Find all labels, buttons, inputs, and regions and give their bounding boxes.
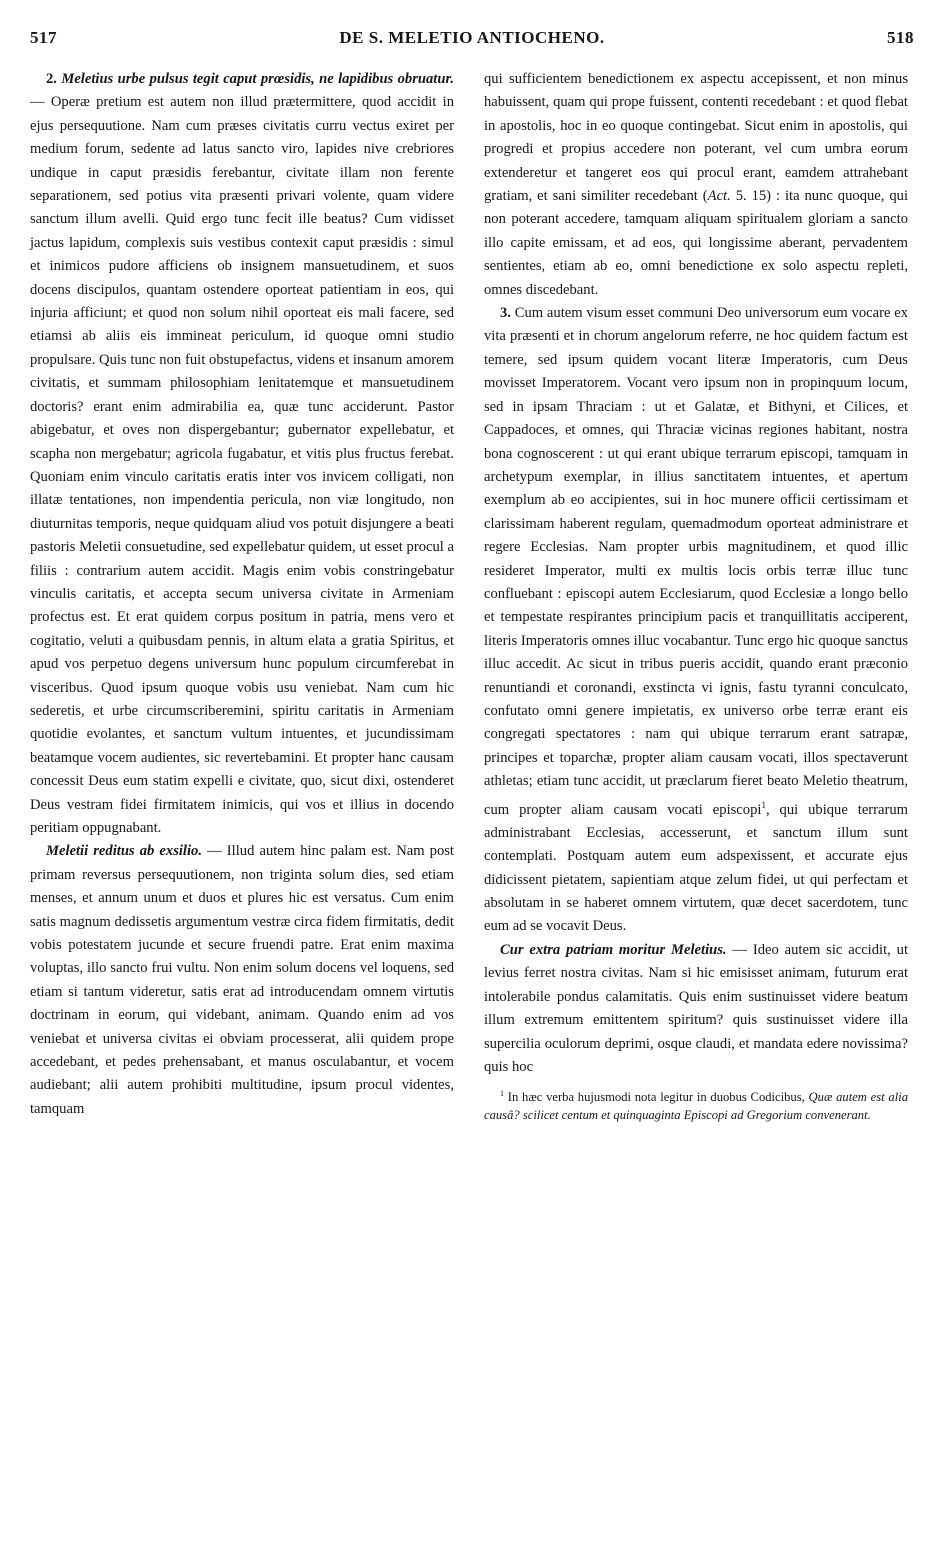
footnote-italic-text: Quæ autem est alia causâ? scilicet centum et quinquaginta Episcopi ad Gregorium convenerant. <box>484 1090 908 1122</box>
paragraph-meletii-reditus <box>30 840 454 1121</box>
left-column <box>30 68 454 1121</box>
paragraph-text: qui sufficientem benedictionem ex aspectu accepissent, et non minus habuissent, quam qui prope fuissent, contenti recedebant : et quod flebat in apostolis, hoc in eo quoque contingebat. Sicut enim in apostolis, qui progredi et propius accedere non poterant, vel cum umbra eorum extenderetur et tangeret eos qui procul erant, eamdem attrahebant gratiam, et sani similiter recedebant ( <box>484 71 908 205</box>
paragraph-2 <box>30 68 454 840</box>
paragraph-text: Illud autem hinc palam est. Nam post primam reversus persequutionem, non triginta solum dies, sed etiam menses, et annum unum et duos et plures hic est versatus. Cum enim satis magnum dedissetis argumentum vestræ circa fidem firmitatis, dedit vobis potestatem jucunde et secure fruendi patre. Erat enim maxima voluptas, illo sancto frui vultu. Non enim solum docens vel loquens, sed etiam si tantum videretur, satis erat ad introducendam omnem virtutis doctrinam in eorum, qui videbant, animam. Quando enim ad vos veniebat et universa civitas ei obviam processerat, alii quidem prope accedebant, et pedes prehensabant, et manus osculabantur, et vocem audiebant; alii autem prohibiti multitudine, ipsum procul videntes, tamquam <box>30 843 454 1117</box>
scripture-ref: Act. <box>707 188 731 205</box>
dash: — <box>201 843 227 860</box>
footnote-text: In hæc verba hujusmodi nota legitur in duobus Codicibus, <box>504 1090 809 1105</box>
footnote-mark: 1 <box>500 1089 504 1099</box>
paragraph-text: Ideo autem sic accidit, ut levius ferret nostra civitas. Nam si hic emisisset animam, futurum erat intolerabile pondus calamitatis. Quis enim sustinuisset videre beatum illum extremum emittentem spiritum? quis sustinuisset videre illa supercilia oculorum deprimi, osque claudi, et mandata edere novissima? quis hoc <box>484 941 908 1075</box>
section-heading: Meletii reditus ab exsilio. <box>46 843 202 860</box>
paragraph-text: , qui ubique terrarum administrabant Ecclesias, accesserunt, et sanctum illum sunt contemplati. Postquam autem eum adspexissent, et accurate ejus didicissent pietatem, sapientiam atque zelum fidei, ut qui perfectam et absolutam in se haberet omnem virtutem, quæ decet sacerdotem, tunc eum ad se vocavit Deus. <box>484 801 909 935</box>
right-column <box>484 68 908 1124</box>
footnote-marker: 1 <box>761 799 766 810</box>
paragraph-text: Operæ pretium est autem non illud prætermittere, quod accidit in ejus persequutione. Nam cum præses civitatis curru vectus exiret per medium forum, sedente ad latus sancto viro, lapides nive crebriores undique in caput præsidis ferebantur, civitate illam non ferente separationem, sed potius vita præsenti privari volente, quam videre sanctum illum avelli. Quid ergo tunc fecit ille beatus? Cum vidisset jactus lapidum, complexis suis vestibus contexit caput præsidis : simul et inimicos pudore afficiens ob insignem mansuetudinem, et suos docens discipulos, quantam ostendere oporteat patientiam in eos, qui injuria afficiunt; et quod non solum nihil oporteat eis mali facere, sed etiamsi ab aliis eis immineat periculum, id quoque omni studio propulsare. Quis tunc non fuit obstupefactus, videns et insanum amorem civitatis, et summam philosophiam lenitatemque et mansuetudinem doctoris? erant enim admirabilia ea, quæ tunc acciderunt. Pastor abigebatur, et oves non dispergebantur; gubernator expellebatur, et scapha non mergebatur; agricola fugabatur, et vitis plus fructus ferebat. Quoniam enim vinculo caritatis eratis inter vos invicem colligati, non illatæ tentationes, non impendentia pericula, non viæ longitudo, non diuturnitas temporis, neque quidquam aliud vos potuit disjungere a beati pastoris Meletii consuetudine, sed expellebatur quidem, ut esset procul a filiis : contrarium autem accidit. Magis enim vobis constringebatur vinculis caritatis, et accepta secum universa civitate in Armeniam profectus est. Et erat quidem corpus positum in patria, mens vero et cogitatio, veluti a quibusdam pennis, in altum elata a gratia Spiritus, et apud vos perpetuo degens universum hunc populum circumferebat in visceribus. Quod ipsum quoque vobis usu veniebat. Nam cum hic sederetis, et urbe circumscriberemini, spiritu caritatis in Armeniam quotidie evolantes, et sanctum vultum intuentes, et jucundissimam beatamque vocem audientes, sic revertebamini. Et propter hanc causam concessit Deus eum statim expelli e civitate, quo, sicut dixi, ostenderet Deus vestram fidei firmitatem inimicis, qui vos et illius in docendo peritiam oppugnabant. <box>30 94 454 836</box>
dash: — <box>30 94 51 111</box>
section-number: 2. <box>46 71 57 87</box>
paragraph-text: 5. 15) : ita nunc quoque, qui non poterant accedere, tamquam aliquam spiritualem gloriam a sancto illo capite emissam, et ad eos, qui longissime aberant, pervadentem sentientes, etiam ab eo, omni benedictione ex solo aspectu repleti, omnes discedebant. <box>484 188 908 298</box>
section-number: 3. <box>500 305 511 322</box>
section-heading: Meletius urbe pulsus tegit caput prœsidis, ne lapidibus obruatur. <box>61 71 454 87</box>
paragraph-continued <box>484 68 908 302</box>
page-number-right: 518 <box>887 28 914 47</box>
page-number-left: 517 <box>30 28 57 47</box>
paragraph-cur-extra-patriam <box>484 939 908 1079</box>
paragraph-text: Cum autem visum esset communi Deo universorum eum vocare ex vita præsenti et in chorum angelorum referre, ne hoc quidem factum est temere, sed ipsum quidem vocant literæ Imperatoris, cum Deus movisset Imperatorem. Vocant vero ipsum non in propinquum locum, sed in ipsam Thraciam : ut et Galatæ, et Bithyni, et Cilices, et Cappadoces, et omnes, qui Thraciæ vicinas regiones habitant, nostra bona cognoscerent : ut qui erant ubique terrarum episcopi, tamquam in archetypum exemplar, in illius sanctitatem intuentes, et apertum exemplum ab eo accipientes, sui in hoc munere officii certissimam et clarissimam haberent regulam, quemadmodum oporteat administrare et regere Ecclesias. Nam propter urbis magnitudinem, et quod illic resideret Imperator, multi ex multis locis orbis terræ illuc tunc confluebant : episcopi autem Ecclesiarum, quod Ecclesiæ a longo bello et tempestate respirantes principium pacis et tranquillitatis acciperent, literis Imperatoris omnes illuc vocabantur. Tunc ergo hic quoque sanctus illuc accedit. Ac sicut in tribus pueris accidit, quando erant præconio renuntiandi et coronandi, exstincta vi ignis, fastu tyranni conculcato, confutato omni genere impietatis, ex universo orbe terræ erant eis congregati spectatores : nam qui ubique terrarum erant satrapæ, principes et toparchæ, propter aliam causam vocati, illos spectaverunt athletas; etiam tunc accidit, ut præclarum fieret beato Meletio theatrum, cum propter aliam causam vocati episcopi <box>484 305 908 818</box>
paragraph-3 <box>484 302 908 939</box>
running-title: DE S. MELETIO ANTIOCHENO. <box>339 28 605 47</box>
dash: — <box>726 941 753 958</box>
footnote <box>484 1085 908 1123</box>
running-header <box>30 28 914 58</box>
section-heading: Cur extra patriam moritur Meletius. <box>500 941 727 958</box>
